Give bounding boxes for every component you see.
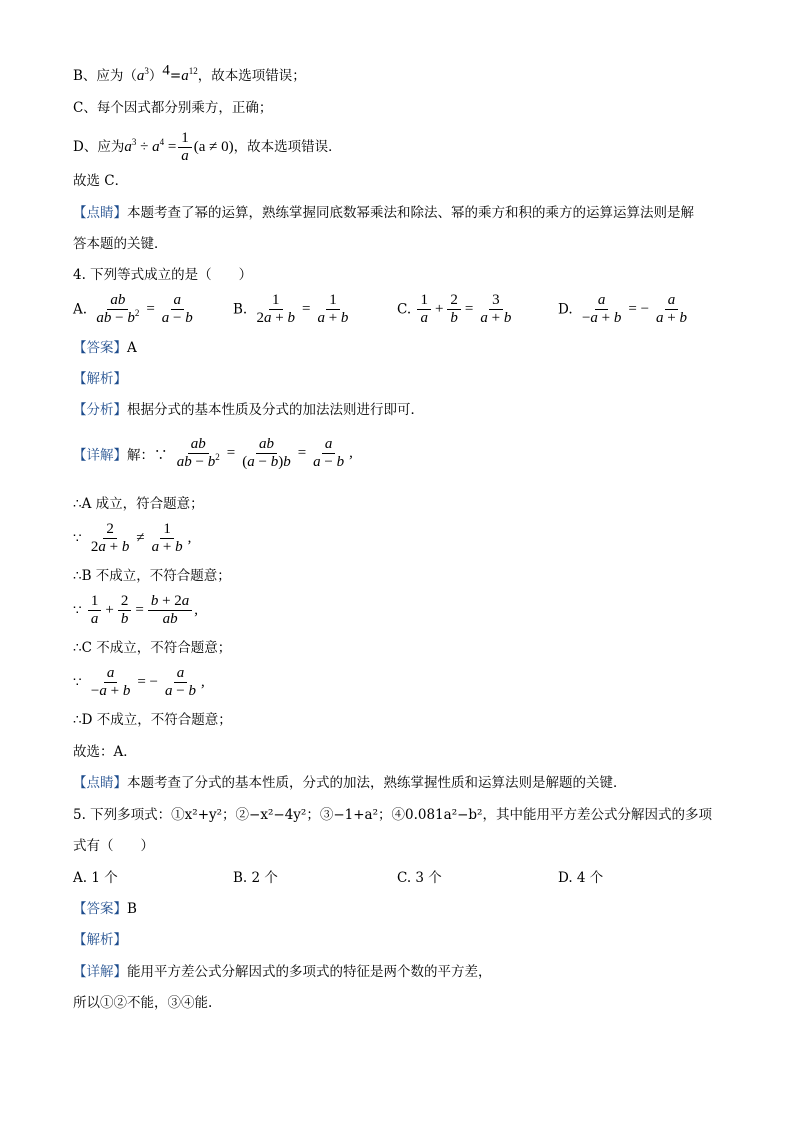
fraction: $\frac{ab}{ab - b^2}$ [96,292,140,326]
q4-c-no: ∴C 不成立，不符合题意； [73,640,232,656]
fraction: $\frac{1}{a}$ [417,292,431,327]
q5-option-d: D. 4 个 [558,870,604,886]
prev-option-c-line: C、每个因式都分别乘方，正确； [73,100,273,116]
fraction: $\frac{1}{a}$ [178,130,192,165]
text: B、应为（ [73,68,137,84]
fraction: $\frac{2}{b}$ [447,292,461,327]
q4-option-d: D. $\frac{a}{-a + b}$ = − $\frac{a}{a + b}$ [558,292,692,327]
q5-option-c: C. 3 个 [397,870,442,886]
answer-value: B [127,901,137,917]
text: 本题考查了幂的运算，熟练掌握同底数幂乘法和除法、幂的乘方和积的乘方的运算运算法则是解 [127,205,694,221]
fraction: $\frac{1}{a + b}$ [317,292,349,326]
math-expr: $a^{12}$ [181,66,198,84]
prev-option-d-line [73,130,342,165]
detail-tag: 【详解】 [73,447,127,464]
q4-d-check: ∵ $\frac{a}{-a + b}$ = − $\frac{a}{a - b}$ , [73,665,205,699]
prev-comment-line-1 [73,203,694,223]
text: D、应为 [73,139,125,155]
prev-option-b-line: B、应为$(a^3)^4=a^{12}$，故本选项错误； [73,62,306,84]
prev-comment-line-2: 答本题的关键． [73,236,168,252]
q4-d-no: ∴D 不成立，不符合题意； [73,712,232,728]
answer-tag: 【答案】 [73,340,127,356]
fraction: $\frac{2}{2a + b}$ [90,521,130,555]
q4-option-b: B. $\frac{1}{2a + b}$ = $\frac{1}{a + b}$ [233,292,353,327]
text: ） [148,68,163,84]
q4-choose: 故选：A． [73,744,137,760]
q4-a-ok: ∴A 成立，符合题意； [73,496,204,512]
fraction: $\frac{2}{b}$ [118,593,132,628]
option-label: A. [73,301,88,318]
q4-option-a: A. $\frac{ab}{ab - b^2}$ = $\frac{a}{a - b}$ [73,292,198,327]
analysis-tag: 【分析】 [73,402,127,418]
text: = [169,68,182,84]
q4-comment [73,773,627,793]
q4-detail-line: 【详解】解：∵ $\frac{ab}{ab - b^2}$ = $\frac{ab}{(a - b)b}$ = $\frac{a}{a - b}$ , [73,436,353,470]
fraction: $\frac{ab}{ab - b^2}$ [176,436,220,470]
q5-detail-line-1 [73,962,492,982]
fraction: $\frac{1}{a + b}$ [151,521,183,555]
math-expr: $a^3$ [136,66,149,84]
q5-stem-line-2: 式有（ ） [73,838,154,854]
text: 本题考查了分式的基本性质，分式的加法，熟练掌握性质和运算法则是解题的关键． [127,775,627,791]
because-symbol: ∵ [73,530,82,547]
q4-answer [73,338,137,358]
fraction: $\frac{1}{2a + b}$ [256,292,295,326]
fraction: $\frac{ab}{(a - b)b}$ [242,436,291,470]
text: 解：∵ [127,447,168,464]
fraction: $\frac{a}{a - b}$ [165,665,196,699]
q5-detail-line-2: 所以①②不能，③④能. [73,995,213,1011]
prev-choose: 故选 C． [73,173,129,189]
q5-jiexi: 【解析】 [73,932,127,948]
fraction: $\frac{b + 2a}{ab}$ [148,593,192,628]
text: ，故本选项错误． [233,139,342,155]
q5-option-a: A. 1 个 [73,870,118,886]
fraction: $\frac{a}{-a + b}$ [581,292,622,326]
q5-option-b: B. 2 个 [233,870,278,886]
q5-stem-line-1: 5. 下列多项式：①x²+y²；②−x²−4y²；③−1+a²；④0.081a²−b²，其中能用平方差公式分解因式的多项 [73,807,712,823]
fraction: $\frac{1}{a}$ [88,593,102,628]
detail-tag: 【详解】 [73,964,127,980]
q4-stem: 4. 下列等式成立的是（ ） [73,267,253,283]
option-label: C. [397,301,412,318]
math-condition: (a ≠ 0) [193,139,234,155]
fraction: $\frac{a}{a + b}$ [656,292,688,326]
math-expr: $a^3 \div a^4$ = [124,137,177,155]
fraction: $\frac{a}{a - b}$ [313,436,345,470]
comment-tag: 【点睛】 [73,775,127,791]
text: ，故本选项错误； [197,68,306,84]
q4-option-c: C. $\frac{1}{a}$ + $\frac{2}{b}$ = $\frac{3}{a + b}$ [397,292,516,327]
because-symbol: ∵ [73,602,82,619]
fraction: $\frac{a}{-a + b}$ [90,665,131,699]
fraction: $\frac{a}{a - b}$ [161,292,193,326]
fraction: $\frac{3}{a + b}$ [480,292,512,326]
text: 根据分式的基本性质及分式的加法法则进行即可． [127,402,424,418]
answer-value: A [127,340,137,356]
q5-answer [73,899,137,919]
q4-jiexi: 【解析】 [73,371,127,387]
q4-b-no: ∴B 不成立，不符合题意； [73,568,231,584]
answer-tag: 【答案】 [73,901,127,917]
option-label: D. [558,301,573,318]
text: 能用平方差公式分解因式的多项式的特征是两个数的平方差， [127,964,492,980]
q4-c-check: ∵ $\frac{1}{a}$ + $\frac{2}{b}$ = $\frac{b + 2a}{ab}$ , [73,593,199,627]
option-label: B. [233,301,248,318]
q4-b-check: ∵ $\frac{2}{2a + b}$ ≠ $\frac{1}{a + b}$ , [73,521,192,555]
q4-analysis [73,400,424,420]
comment-tag: 【点睛】 [73,205,127,221]
because-symbol: ∵ [73,674,82,691]
